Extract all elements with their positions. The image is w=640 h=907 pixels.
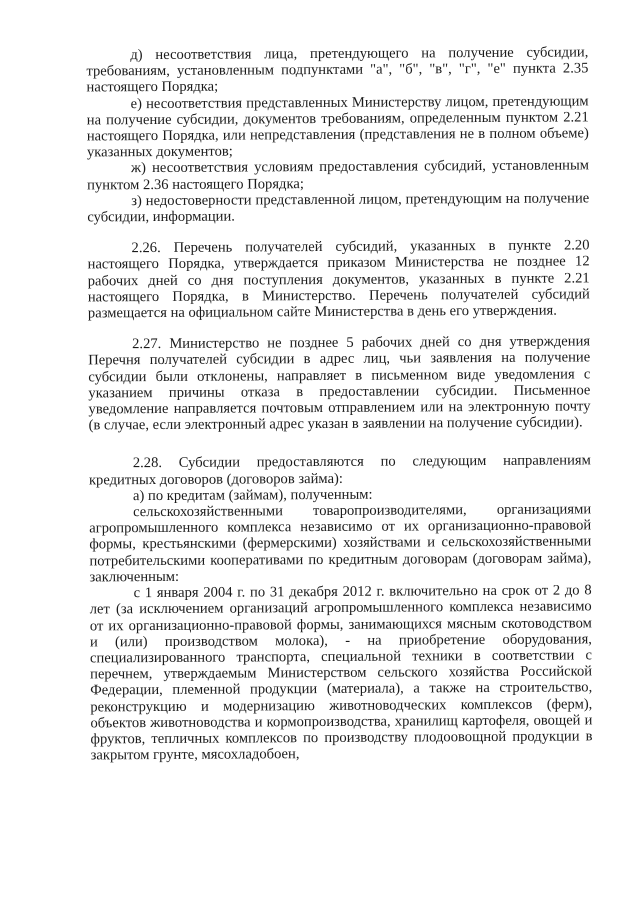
clause-zh: ж) несоответствия условиям предоставления субсидий, установленным пунктом 2.36 настоящего Порядка; [87, 157, 590, 194]
recipients-paragraph: сельскохозяйственными товаропроизводителями, организациями агропромышленного комплекса независимо от их организационно-правовой формы, крестьянскими (фермерскими) хозяйствами и сельскохозяйственными потребительскими кооперативами по кредитным договорам (договорам займа), заключенным: [89, 501, 592, 586]
section-2-28: 2.28. Субсидии предоставляются по следующим направлениям кредитных договоров (договоров займа): [88, 452, 591, 489]
clause-z: з) недостоверности представленной лицом, претендующим на получение субсидии, информации. [87, 190, 590, 226]
clause-d: д) несоответствия лица, претендующего на получение субсидии, требованиям, установленным подпунктами "а", "б", "в", "г", "е" пункта 2.35 настоящего Порядка; [86, 44, 589, 96]
subclause-a: а) по кредитам (займам), полученным: [132, 486, 373, 505]
section-2-27: 2.27. Министерство не позднее 5 рабочих дней со дня утверждения Перечня получателей субсидии в адрес лиц, чьи заявления на получение субсидии были отклонены, направляет в письменном виде уведомления с указанием причины отказа в предоставлении субсидии. Письменное уведомление направляется почтовым отправлением или на электронную почту (в случае, если электронный адрес указан в заявлении на получение субсидии). [88, 333, 591, 434]
section-2-26: 2.26. Перечень получателей субсидий, указанных в пункте 2.20 настоящего Порядка, утверждается приказом Министерства не позднее 12 рабочих дней со дня поступления документов, указанных в пункте 2.21 настоящего Порядка, в Министерство. Перечень получателей субсидий размещается на официальном сайте Министерства в день его утверждения. [87, 237, 590, 322]
period-paragraph: с 1 января 2004 г. по 31 декабря 2012 г. включительно на срок от 2 до 8 лет (за исключением организаций агропромышленного комплекса независимо от их организационно-правовой формы, занимающихся мясным скотоводством и (или) производством молока), - на приобретение оборудования, специализированного транспорта, специальной техники в соответствии с перечнем, утверждаемым Министерством сельского хозяйства Российской Федерации, племенной продукции (материала), а также на строительство, реконструкцию и модернизацию животноводческих комплексов (ферм), объектов животноводства и кормопроизводства, хранилищ картофеля, овощей и фруктов, тепличных комплексов по производству плодоовощной продукции в закрытом грунте, мясохладобоен, [89, 582, 593, 764]
clause-e: е) несоответствия представленных Министерству лицом, претендующим на получение субсидии, документов требованиям, определенным пунктом 2.21 настоящего Порядка, или непредставления (представления не в полном объеме) указанных документов; [86, 92, 589, 161]
